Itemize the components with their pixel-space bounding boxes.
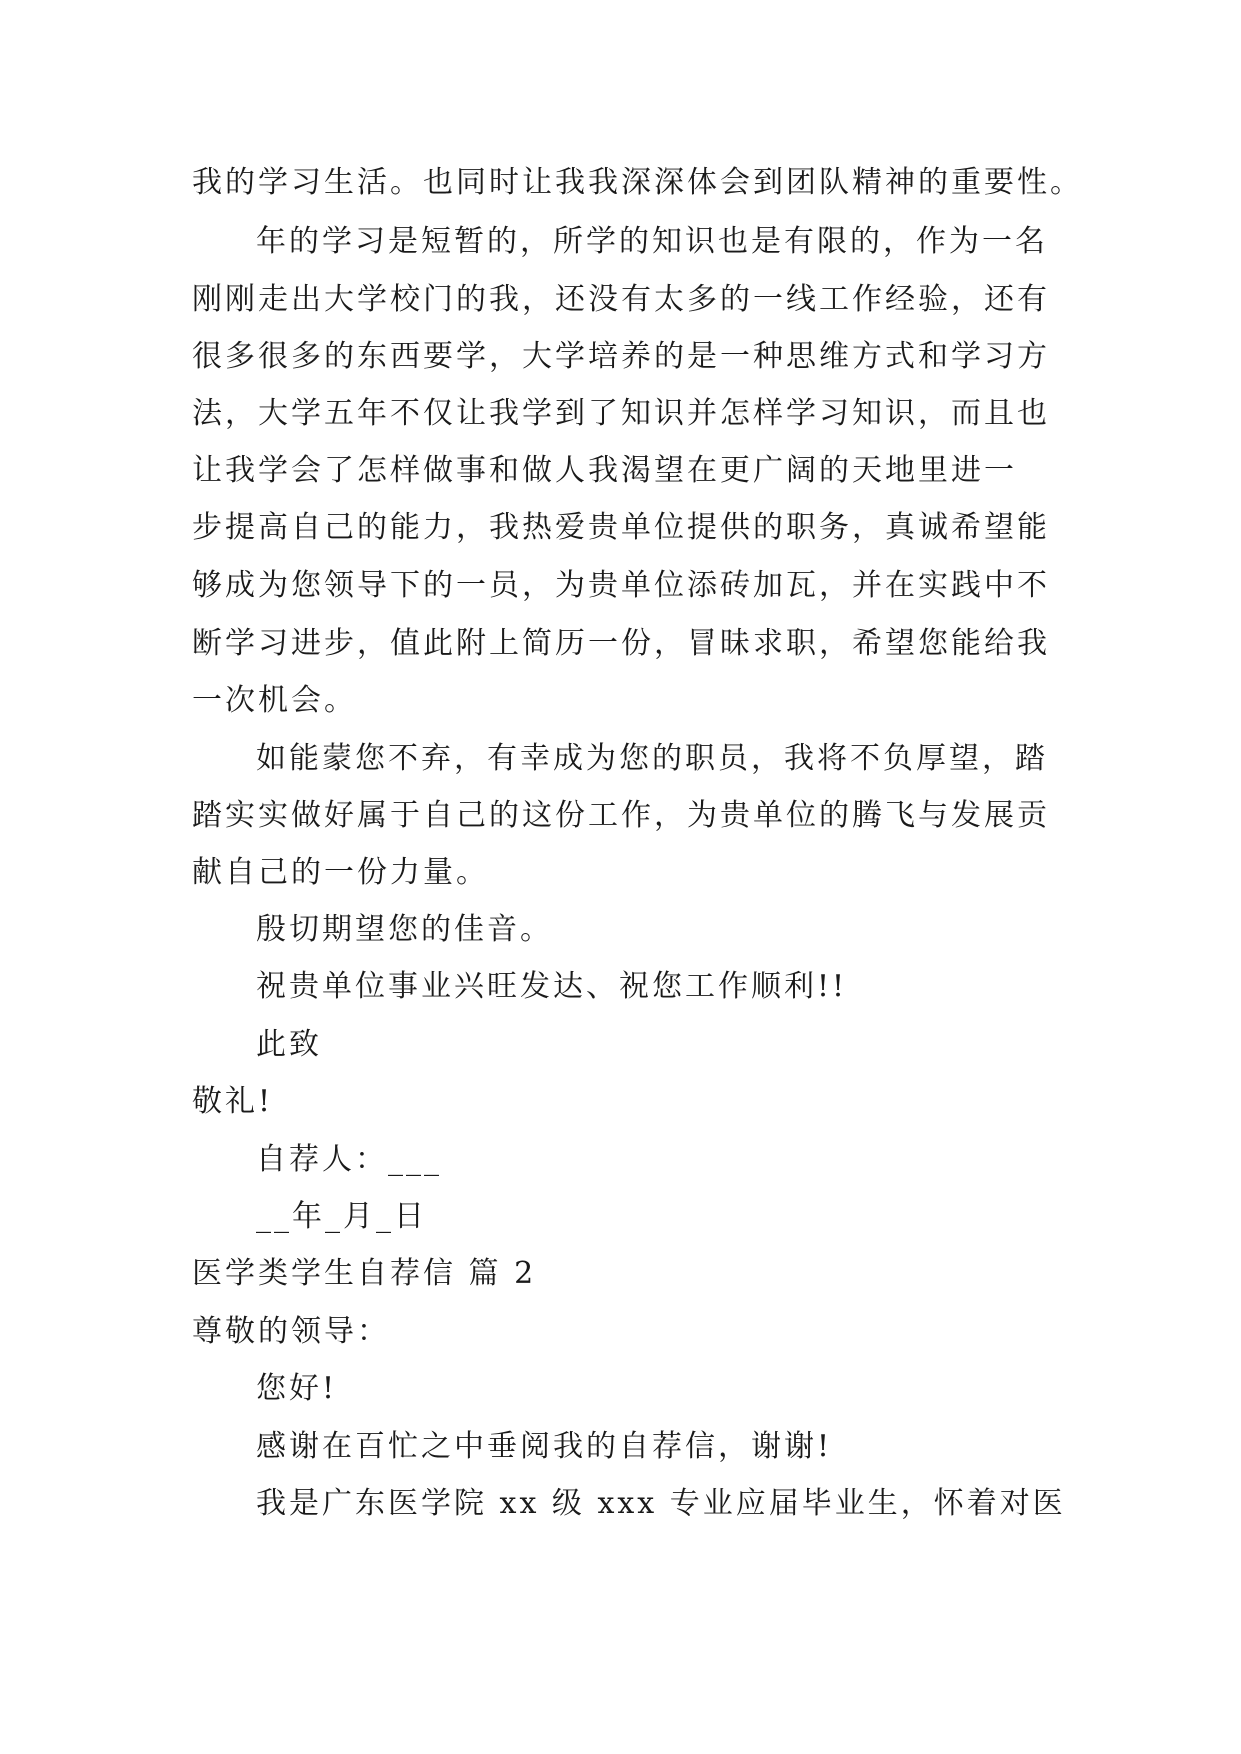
body-text-line: 断学习进步，值此附上简历一份，冒昧求职，希望您能给我 <box>192 626 1050 661</box>
date-line: __年_月_日 <box>256 1199 427 1234</box>
body-text-line: 法，大学五年不仅让我学到了知识并怎样学习知识，而且也 <box>192 396 1050 431</box>
closing-wishes-line: 祝贵单位事业兴旺发达、祝您工作顺利!! <box>256 969 848 1004</box>
paragraph-first-line: 如能蒙您不弃，有幸成为您的职员，我将不负厚望，踏 <box>256 741 1048 776</box>
body-text-line: 刚刚走出大学校门的我，还没有太多的一线工作经验，还有 <box>192 282 1050 317</box>
body-text-line: 步提高自己的能力，我热爱贵单位提供的职务，真诚希望能 <box>192 510 1050 545</box>
thanks-line: 感谢在百忙之中垂阅我的自荐信，谢谢! <box>256 1429 833 1464</box>
salutation-cizhi: 此致 <box>256 1027 322 1062</box>
body-text-line: 一次机会。 <box>192 683 357 718</box>
closing-hope-line: 殷切期望您的佳音。 <box>256 912 553 947</box>
section-heading: 医学类学生自荐信 篇 2 <box>192 1256 537 1291</box>
body-text-line: 踏实实做好属于自己的这份工作，为贵单位的腾飞与发展贡 <box>192 798 1050 833</box>
greeting-hello: 您好! <box>256 1371 338 1406</box>
intro-line: 我是广东医学院 xx 级 xxx 专业应届毕业生，怀着对医 <box>256 1486 1066 1521</box>
body-text-line: 够成为您领导下的一员，为贵单位添砖加瓦，并在实践中不 <box>192 568 1050 603</box>
salutation-jingli: 敬礼! <box>192 1084 274 1119</box>
body-text-line: 我的学习生活。也同时让我我深深体会到团队精神的重要性。 <box>192 165 1083 200</box>
body-text-line: 很多很多的东西要学，大学培养的是一种思维方式和学习方 <box>192 339 1050 374</box>
body-text-line: 献自己的一份力量。 <box>192 855 489 890</box>
paragraph-first-line: 年的学习是短暂的，所学的知识也是有限的，作为一名 <box>256 224 1048 259</box>
greeting-recipient: 尊敬的领导： <box>192 1314 390 1349</box>
signature-line: 自荐人：___ <box>256 1142 442 1177</box>
body-text-line: 让我学会了怎样做事和做人我渴望在更广阔的天地里进一 <box>192 453 1017 488</box>
